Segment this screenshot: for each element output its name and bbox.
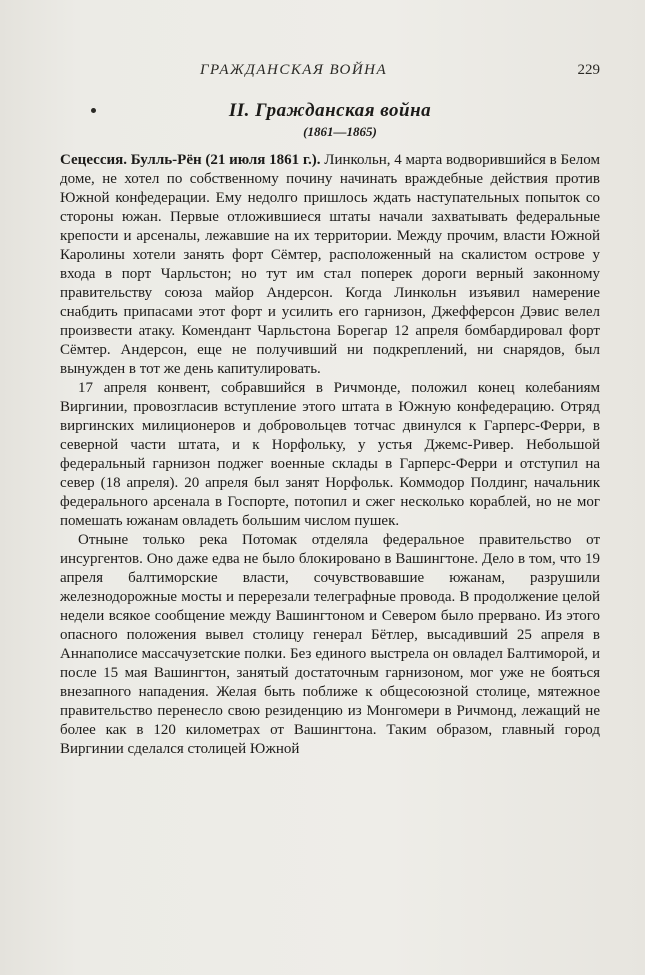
running-head [60,62,600,84]
body-text [60,151,600,759]
paragraph [60,151,600,379]
paragraph: 17 апреля конвент, собравшийся в Ричмонде, положил конец колебаниям Виргинии, провозгласив вступление этого штата в Южную конфедерацию. Отряд виргинских милиционеров и добровольцев тотчас двинулся к Гарперс-Ферри, в северной части штата, и к Норфольку, у устья Джемс-Ривер. Небольшой федеральный гарнизон поджег военные склады в Гарперс-Ферри и отступил на север (18 апреля). 20 апреля был занят Норфольк. Коммодор Полдинг, начальник федерального арсенала в Госпорте, потопил и сжег несколько кораблей, но не мог помешать южанам овладеть большим числом пушек. [60,380,600,529]
paragraph-text: Линкольн, 4 марта водворившийся в Белом доме, не хотел по собственному почину начинать враждебные действия против Южной конфедерации. Ему недолго пришлось ждать наступательных попыток со стороны южан. Первые отложившиеся штаты начали захватывать федеральные крепости и арсеналы, лежавшие на их территории. Между прочим, власти Южной Каролины хотели занять форт Сёмтер, расположенный на скалистом острове у входа в порт Чарльстон; но тут им стал поперек дороги верный законному правительству союза майор Андерсон. Когда Линкольн изъявил намерение снабдить припасами этот форт и усилить его гарнизон, Джефферсон Дэвис велел произвести атаку. Комендант Чарльстона Борегар 12 апреля бомбардировал форт Сёмтер. Андерсон, еще не получивший ни подкреплений, ни снарядов, был вынужден в тот же день капитулировать. [60,152,600,377]
section-heading [60,99,600,141]
section-title: II. Гражданская война [228,100,432,121]
running-title: ГРАЖДАНСКАЯ ВОЙНА [200,62,388,78]
paragraph-lead: Сецессия. Булль-Рён (21 июля 1861 г.). [60,152,321,168]
page-number: 229 [577,62,600,78]
paragraph: Отныне только река Потомак отделяла федеральное правительство от инсургентов. Оно даже едва не было блокировано в Вашингтоне. Дело в том, что 19 апреля балтиморские власти, сочувствовавшие южанам, разрушили железнодорожные мосты и перерезали телеграфные провода. В продолжение целой недели всякое сообщение между Вашингтоном и Севером было прервано. Из этого опасного положения вывел столицу генерал Бётлер, высадивший 25 апреля в Аннаполисе массачузетские полки. Без единого выстрела он овладел Балтиморой, и после 15 мая Вашингтон, занятый достаточным гарнизоном, мог уже не бояться внезапного нападения. Желая быть поближе к общесоюзной столице, мятежное правительство перенесло свою резиденцию из Монгомери в Ричмонд, лежащий не более как в 120 километрах от Вашингтона. Таким образом, главный город Виргинии сделался столицей Южной [60,532,600,757]
section-dates: (1861—1865) [303,124,377,139]
